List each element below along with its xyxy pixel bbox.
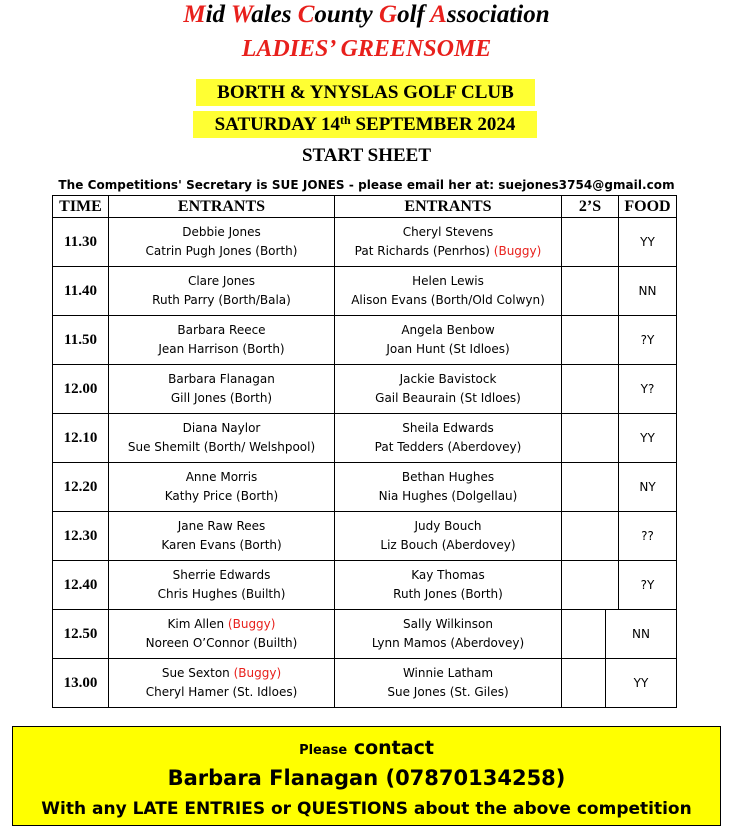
title-capital: W — [230, 1, 252, 28]
tee-time: 11.40 — [52, 266, 109, 316]
entrant-1b — [146, 634, 298, 653]
entrant-2b — [375, 438, 522, 457]
entrant-2b — [387, 683, 508, 702]
secretary-notice: The Competitions' Secretary is SUE JONES - please email her at: suejones3754@gmail.com — [58, 178, 675, 192]
twos-cell — [561, 560, 619, 610]
entrant-2a — [402, 419, 493, 438]
entrant-name: Pat Richards (Penrhos) — [354, 244, 490, 258]
entrant-pair-2 — [334, 658, 562, 708]
table-row — [52, 560, 678, 610]
entrant-1b — [146, 683, 298, 702]
entrant-pair-1 — [108, 315, 335, 365]
entrant-name: Jackie Bavistock — [399, 372, 497, 386]
entrant-1a — [186, 468, 258, 487]
entrant-1a — [183, 419, 261, 438]
buggy-flag: (Buggy) — [227, 617, 276, 631]
tee-time: 12.40 — [52, 560, 109, 610]
tee-time: 11.30 — [52, 217, 109, 267]
entrant-2a — [412, 272, 484, 291]
entrant-2a — [414, 517, 481, 536]
entrant-1b — [146, 242, 298, 261]
contact-box — [12, 726, 721, 826]
entrant-1b — [128, 438, 315, 457]
header-time: TIME — [52, 195, 109, 218]
club-banner: BORTH & YNYSLAS GOLF CLUB — [196, 79, 535, 106]
date-suffix: th — [340, 113, 351, 127]
tee-time: 11.50 — [52, 315, 109, 365]
entrant-name: Nia Hughes (Dolgellau) — [378, 489, 518, 503]
entrant-pair-2 — [334, 511, 562, 561]
title-text: ales — [251, 1, 298, 28]
entrant-pair-2 — [334, 413, 562, 463]
entrant-name: Sue Shemilt (Borth/ Welshpool) — [127, 440, 316, 454]
entrant-name: Angela Benbow — [401, 323, 495, 337]
buggy-flag: (Buggy) — [233, 666, 282, 680]
entrant-pair-1 — [108, 609, 335, 659]
entrant-name: Sally Wilkinson — [403, 617, 493, 631]
contact-name-phone: Barbara Flanagan (07870134258) — [167, 766, 566, 790]
entrant-pair-2 — [334, 364, 562, 414]
entrant-name: Bethan Hughes — [401, 470, 495, 484]
food-cell: YY — [618, 413, 677, 463]
entrant-name: Ruth Parry (Borth/Bala) — [152, 293, 291, 307]
table-row — [52, 315, 678, 365]
entrant-1a — [173, 566, 271, 585]
food-cell: NN — [618, 266, 677, 316]
title-text: id — [205, 1, 231, 28]
table-row — [52, 658, 678, 708]
header-food: FOOD — [618, 195, 677, 218]
competition-title: LADIES’ GREENSOME — [241, 36, 492, 62]
entrant-2b — [393, 585, 503, 604]
title-text: olf — [397, 1, 431, 28]
food-cell: YY — [605, 658, 677, 708]
entrant-name: Kim Allen — [167, 617, 225, 631]
table-row — [52, 462, 678, 512]
entrant-name: Sue Sexton — [161, 666, 230, 680]
entrant-pair-2 — [334, 462, 562, 512]
entrant-pair-1 — [108, 462, 335, 512]
entrant-name: Winnie Latham — [402, 666, 494, 680]
title-capital: A — [430, 1, 447, 28]
twos-cell — [561, 217, 619, 267]
entrant-1b — [152, 291, 291, 310]
entrant-1a — [168, 370, 275, 389]
twos-cell — [561, 462, 619, 512]
entrant-2a — [401, 321, 494, 340]
entrant-2b — [355, 242, 542, 261]
start-sheet-heading: START SHEET — [301, 145, 432, 166]
contact-word: contact — [353, 737, 434, 759]
entrant-name: Anne Morris — [185, 470, 258, 484]
date-day: SATURDAY 14 — [214, 114, 341, 135]
entrant-name: Joan Hunt (St Idloes) — [386, 342, 510, 356]
entrant-name: Lynn Mamos (Aberdovey) — [371, 636, 525, 650]
entrant-name: Diana Naylor — [182, 421, 261, 435]
twos-cell — [561, 413, 619, 463]
table-row — [52, 266, 678, 316]
title-capital: C — [297, 1, 315, 28]
entrant-1a — [182, 223, 261, 242]
title-capital: M — [183, 1, 206, 28]
entrant-1a — [168, 615, 276, 634]
table-row — [52, 609, 678, 659]
table-header-row — [52, 195, 678, 218]
entrant-2b — [375, 389, 521, 408]
tee-time: 12.00 — [52, 364, 109, 414]
date-month-year: SEPTEMBER 2024 — [350, 114, 516, 135]
date-banner — [193, 111, 537, 138]
entrant-name: Kay Thomas — [411, 568, 485, 582]
entrant-pair-1 — [108, 217, 335, 267]
entrant-2b — [351, 291, 545, 310]
entrant-name: Barbara Flanagan — [168, 372, 275, 386]
food-cell: ?Y — [618, 315, 677, 365]
entrant-pair-1 — [108, 364, 335, 414]
entrant-name: Noreen O’Connor (Builth) — [145, 636, 298, 650]
table-row — [52, 217, 678, 267]
contact-note: With any LATE ENTRIES or QUESTIONS about the above competition — [41, 799, 692, 819]
header-twos: 2’S — [561, 195, 619, 218]
entrant-name: Sue Jones (St. Giles) — [387, 685, 509, 699]
entrant-2b — [386, 340, 509, 359]
entrant-1a — [177, 321, 265, 340]
entrant-pair-2 — [334, 609, 562, 659]
entrant-1a — [178, 517, 266, 536]
table-row — [52, 511, 678, 561]
entrant-pair-1 — [108, 658, 335, 708]
tee-time: 12.50 — [52, 609, 109, 659]
table-row — [52, 413, 678, 463]
entrant-name: Gail Beaurain (St Idloes) — [375, 391, 521, 405]
tee-time: 13.00 — [52, 658, 109, 708]
food-cell: ?? — [618, 511, 677, 561]
entrant-pair-1 — [108, 560, 335, 610]
twos-cell — [561, 511, 619, 561]
tee-time: 12.10 — [52, 413, 109, 463]
association-title — [0, 1, 733, 29]
entrant-2b — [379, 487, 518, 506]
entrant-name: Karen Evans (Borth) — [161, 538, 282, 552]
entrant-name: Judy Bouch — [414, 519, 482, 533]
entrant-1b — [161, 536, 281, 555]
entrant-name: Cheryl Stevens — [402, 225, 494, 239]
entrant-2b — [372, 634, 524, 653]
twos-cell — [561, 658, 606, 708]
entrant-pair-2 — [334, 217, 562, 267]
table-row — [52, 364, 678, 414]
entrant-1a — [162, 664, 281, 683]
tee-time: 12.20 — [52, 462, 109, 512]
entrant-2a — [403, 664, 493, 683]
food-cell: Y? — [618, 364, 677, 414]
entrant-name: Chris Hughes (Builth) — [157, 587, 286, 601]
food-cell: NN — [605, 609, 677, 659]
entrant-1b — [171, 389, 272, 408]
twos-cell — [561, 364, 619, 414]
entrant-2a — [400, 370, 497, 389]
entrant-name: Debbie Jones — [182, 225, 261, 239]
entrant-name: Pat Tedders (Aberdovey) — [374, 440, 522, 454]
entrant-pair-1 — [108, 511, 335, 561]
entrant-2a — [403, 615, 493, 634]
food-cell: YY — [618, 217, 677, 267]
entrant-name: Liz Bouch (Aberdovey) — [380, 538, 516, 552]
entrant-name: Kathy Price (Borth) — [164, 489, 279, 503]
food-cell: ?Y — [618, 560, 677, 610]
twos-cell — [561, 315, 619, 365]
entrant-1b — [158, 585, 286, 604]
buggy-flag: (Buggy) — [493, 244, 542, 258]
entrant-name: Catrin Pugh Jones (Borth) — [145, 244, 298, 258]
entrant-pair-1 — [108, 413, 335, 463]
entrant-1a — [188, 272, 255, 291]
entrant-pair-2 — [334, 315, 562, 365]
header-entrants-2: ENTRANTS — [334, 195, 562, 218]
entrant-name: Cheryl Hamer (St. Idloes) — [145, 685, 298, 699]
title-text: ssociation — [446, 1, 550, 28]
entrant-name: Sherrie Edwards — [172, 568, 271, 582]
contact-prompt — [13, 737, 720, 759]
entrant-2b — [380, 536, 515, 555]
entrant-pair-2 — [334, 560, 562, 610]
twos-cell — [561, 266, 619, 316]
title-text: ounty — [314, 1, 380, 28]
entrant-name: Barbara Reece — [177, 323, 266, 337]
entrant-name: Jane Raw Rees — [177, 519, 266, 533]
entrant-name: Helen Lewis — [412, 274, 484, 288]
header-entrants-1: ENTRANTS — [108, 195, 335, 218]
twos-cell — [561, 609, 606, 659]
contact-please: Please — [299, 743, 348, 758]
entrant-name: Ruth Jones (Borth) — [393, 587, 503, 601]
entrant-name: Sheila Edwards — [402, 421, 494, 435]
entrant-2a — [402, 468, 494, 487]
tee-time: 12.30 — [52, 511, 109, 561]
entrant-pair-2 — [334, 266, 562, 316]
entrant-name: Clare Jones — [187, 274, 256, 288]
entrant-1b — [158, 340, 284, 359]
food-cell: NY — [618, 462, 677, 512]
entrant-name: Alison Evans (Borth/Old Colwyn) — [351, 293, 545, 307]
entrant-2a — [411, 566, 485, 585]
entrant-name: Gill Jones (Borth) — [170, 391, 273, 405]
entrant-pair-1 — [108, 266, 335, 316]
entrant-2a — [403, 223, 494, 242]
entrant-name: Jean Harrison (Borth) — [158, 342, 285, 356]
entrant-1b — [165, 487, 279, 506]
title-capital: G — [379, 1, 398, 28]
